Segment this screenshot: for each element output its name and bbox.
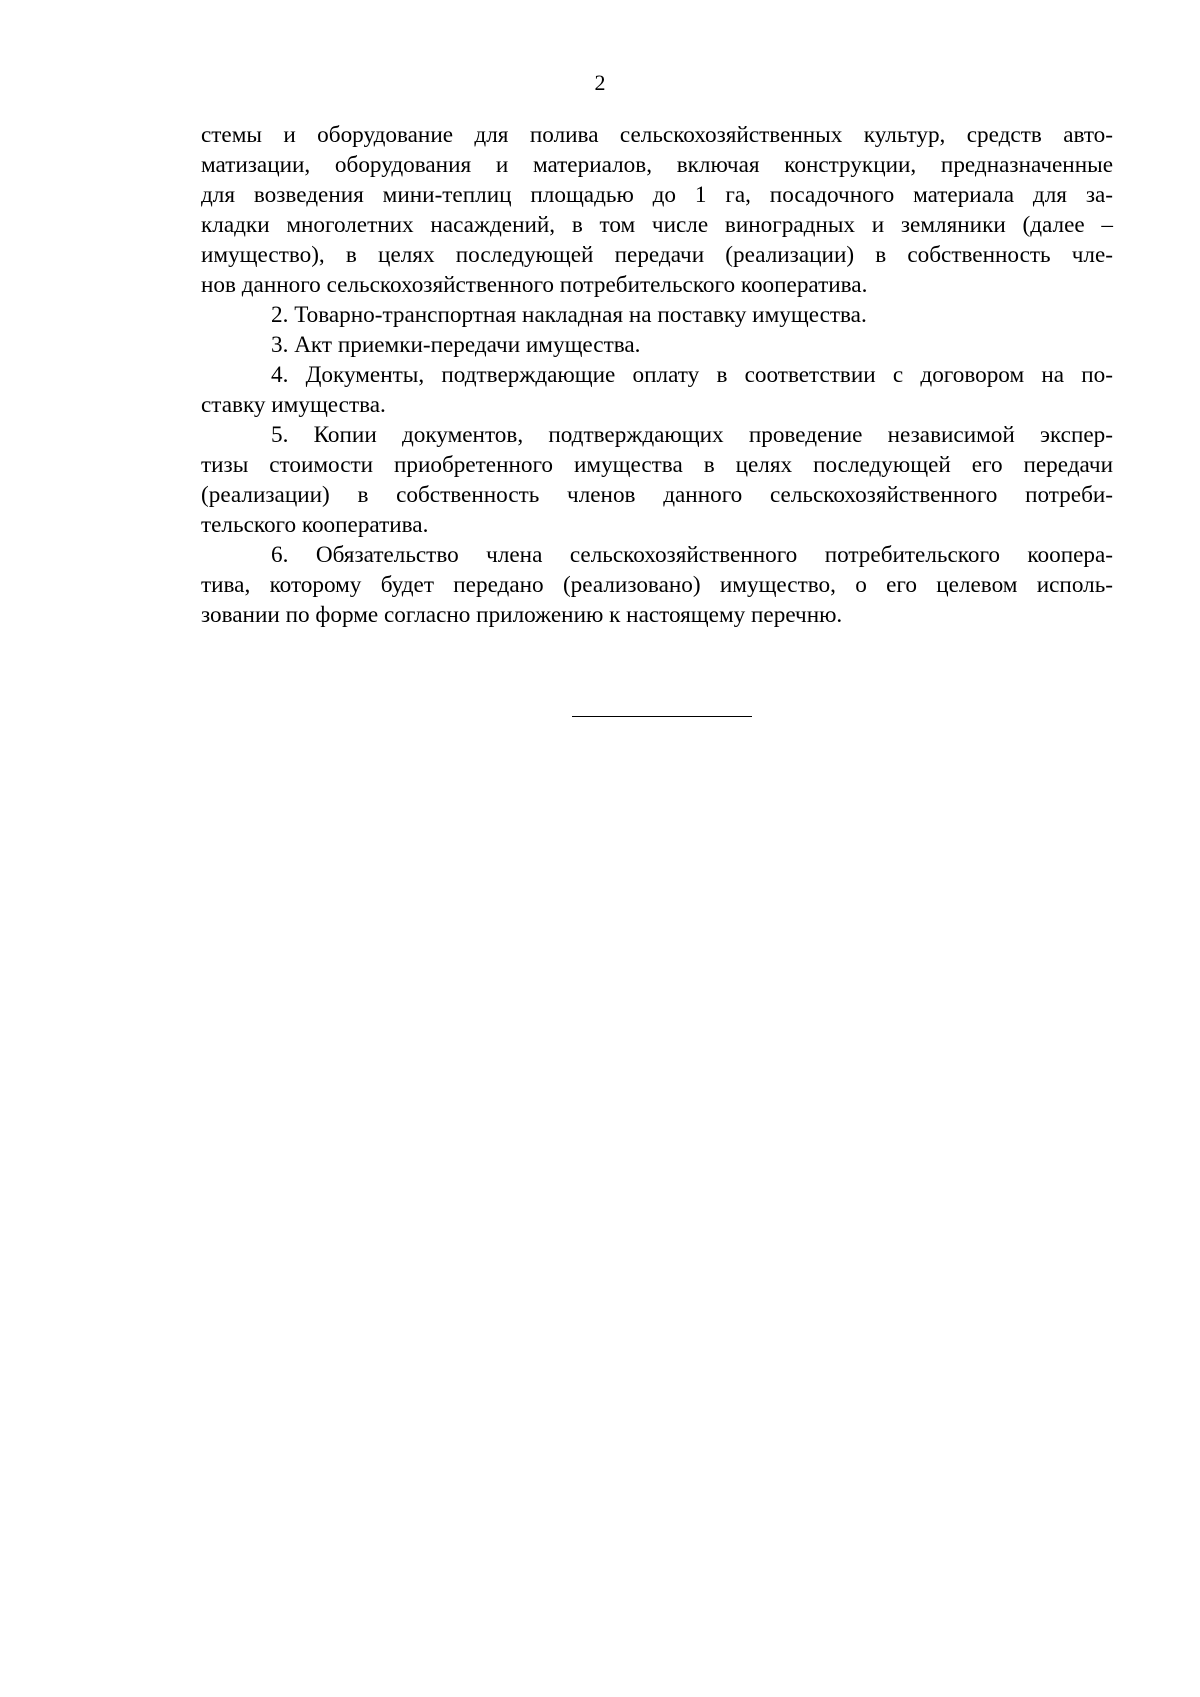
paragraph-continuation (201, 120, 1113, 300)
end-separator-line (572, 716, 752, 717)
text-line: (реализации) в собственность членов данного сельскохозяйственного потреби- (201, 482, 1113, 508)
text-line: для возведения мини-теплиц площадью до 1 га, посадочного материала для за- (201, 182, 1113, 208)
list-item-3 (201, 330, 1113, 360)
text-line: стемы и оборудование для полива сельскохозяйственных культур, средств авто- (201, 122, 1113, 148)
text-line: тизы стоимости приобретенного имущества в целях последующей его передачи (201, 452, 1113, 478)
text-line: 2. Товарно-транспортная накладная на поставку имущества. (271, 302, 867, 328)
text-line: тива, которому будет передано (реализовано) имущество, о его целевом исполь- (201, 572, 1113, 598)
text-line: зовании по форме согласно приложению к настоящему перечню. (201, 602, 843, 628)
text-line: имущество), в целях последующей передачи (реализации) в собственность чле- (201, 242, 1113, 268)
text-line: 4. Документы, подтверждающие оплату в соответствии с договором на по- (271, 362, 1113, 388)
document-body (201, 120, 1113, 630)
text-line: ставку имущества. (201, 392, 386, 418)
text-line: 5. Копии документов, подтверждающих проведение независимой экспер- (271, 422, 1113, 448)
list-item-4 (201, 360, 1113, 420)
page-number: 2 (594, 70, 606, 95)
text-line: 3. Акт приемки-передачи имущества. (271, 332, 641, 358)
list-item-6 (201, 540, 1113, 630)
text-line: 6. Обязательство члена сельскохозяйственного потребительского коопера- (271, 542, 1113, 568)
text-line: матизации, оборудования и материалов, включая конструкции, предназначенные (201, 152, 1113, 178)
text-line: кладки многолетних насаждений, в том числе виноградных и земляники (далее – (201, 212, 1113, 238)
list-item-2 (201, 300, 1113, 330)
list-item-5 (201, 420, 1113, 540)
text-line: тельского кооператива. (201, 512, 429, 538)
text-line: нов данного сельскохозяйственного потребительского кооператива. (201, 272, 868, 298)
